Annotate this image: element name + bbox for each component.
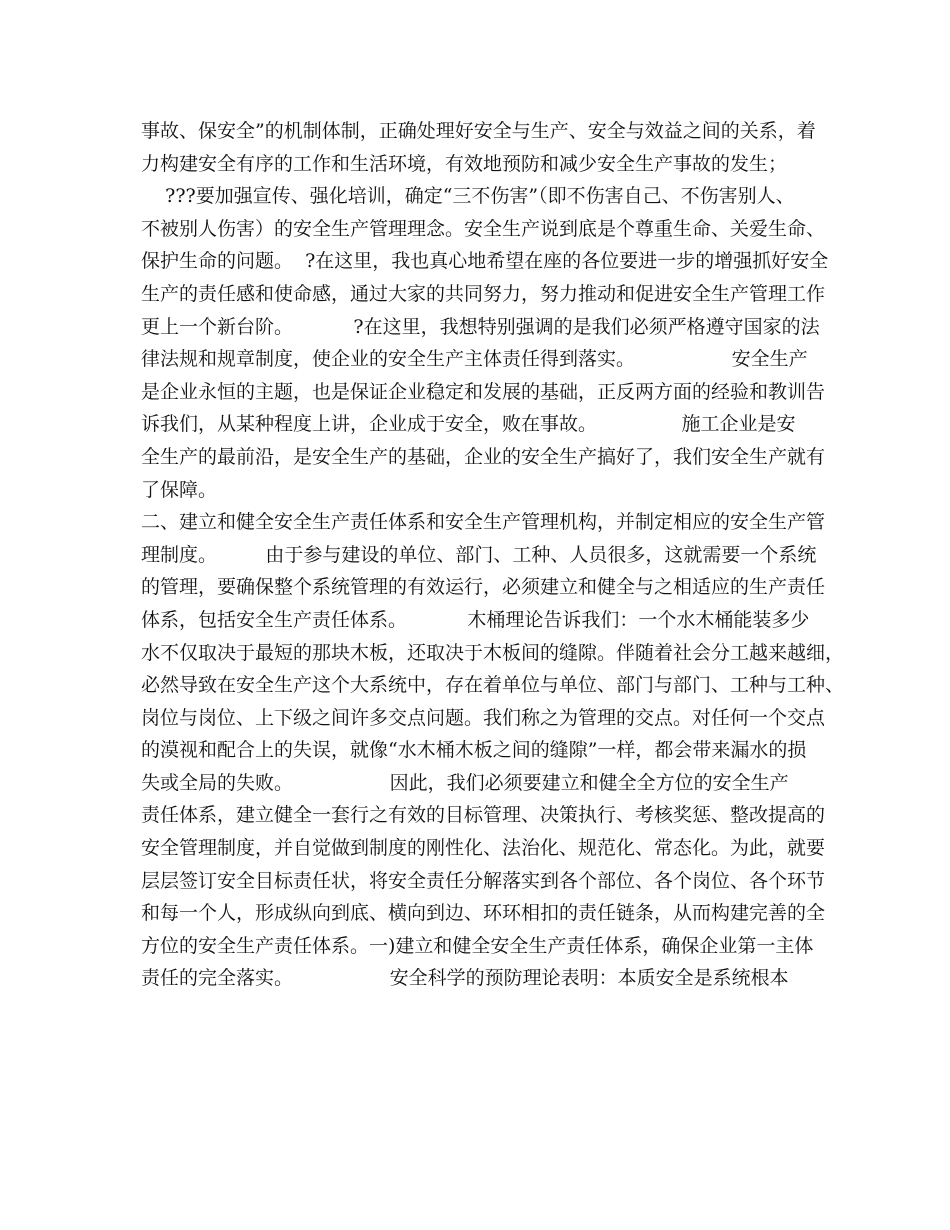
body-text: 事故、保安全”的机制体制，正确处理好安全与生产、安全与效益之间的关系，着 力构建安全有序的工作和生活环境，有效地预防和减少安全生产事故的发生； ???要加强宣传、强化培训，确定“三不伤害”（即不伤害自己、不伤害别人、 不被别人伤害）的安全生产管理理念。安全生产说到底是个尊重生命、关爱生命、 保护生命的问题。 ?在这里，我也真心地希望在座的各位要进一步的增强抓好安全 生产的责任感和使命感，通过大家的共同努力，努力推动和促进安全生产管理工作 更上一个新台阶。 ?在这里，我想特别强调的是我们必须严格遵守国家的法 律法规和规章制度，使企业的安全生产主体责任得到落实。 安全生产 是企业永恒的主题，也是保证企业稳定和发展的基础，正反两方面的经验和教训告 诉我们，从某种程度上讲，企业成于安全，败在事故。 施工企业是安 全生产的最前沿，是安全生产的基础，企业的安全生产搞好了，我们安全生产就有 了保障。 二、建立和健全安全生产责任体系和安全生产管理机构，并制定相应的安全生产管 理制度。 由于参与建设的单位、部门、工种、人员很多，这就需要一个系统 的管理，要确保整个系统管理的有效运行，必须建立和健全与之相适应的生产责任 体系，包括安全生产责任体系。 木桶理论告诉我们：一个水木桶能装多少 水不仅取决于最短的那块木板，还取决于木板间的缝隙。伴随着社会分工越来越细， 必然导致在安全生产这个大系统中，存在着单位与单位、部门与部门、工种与工种、 岗位与岗位、上下级之间许多交点问题。我们称之为管理的交点。对任何一个交点 的漠视和配合上的失误，就像“水木桶木板之间的缝隙”一样，都会带来漏水的损 失或全局的失败。 因此，我们必须要建立和健全全方位的安全生产 责任体系，建立健全一套行之有效的目标管理、决策执行、考核奖惩、整改提高的 安全管理制度，并自觉做到制度的刚性化、法治化、规范化、常态化。为此，就要 层层签订安全目标责任状，将安全责任分解落实到各个部位、各个岗位、各个环节 和每一个人，形成纵向到底、横向到边、环环相扣的责任链条，从而构建完善的全 方位的安全生产责任体系。一)建立和健全安全生产责任体系，确保企业第一主体 责任的完全落实。 安全科学的预防理论表明：本质安全是系统根本 bbox=[141, 120, 845, 990]
